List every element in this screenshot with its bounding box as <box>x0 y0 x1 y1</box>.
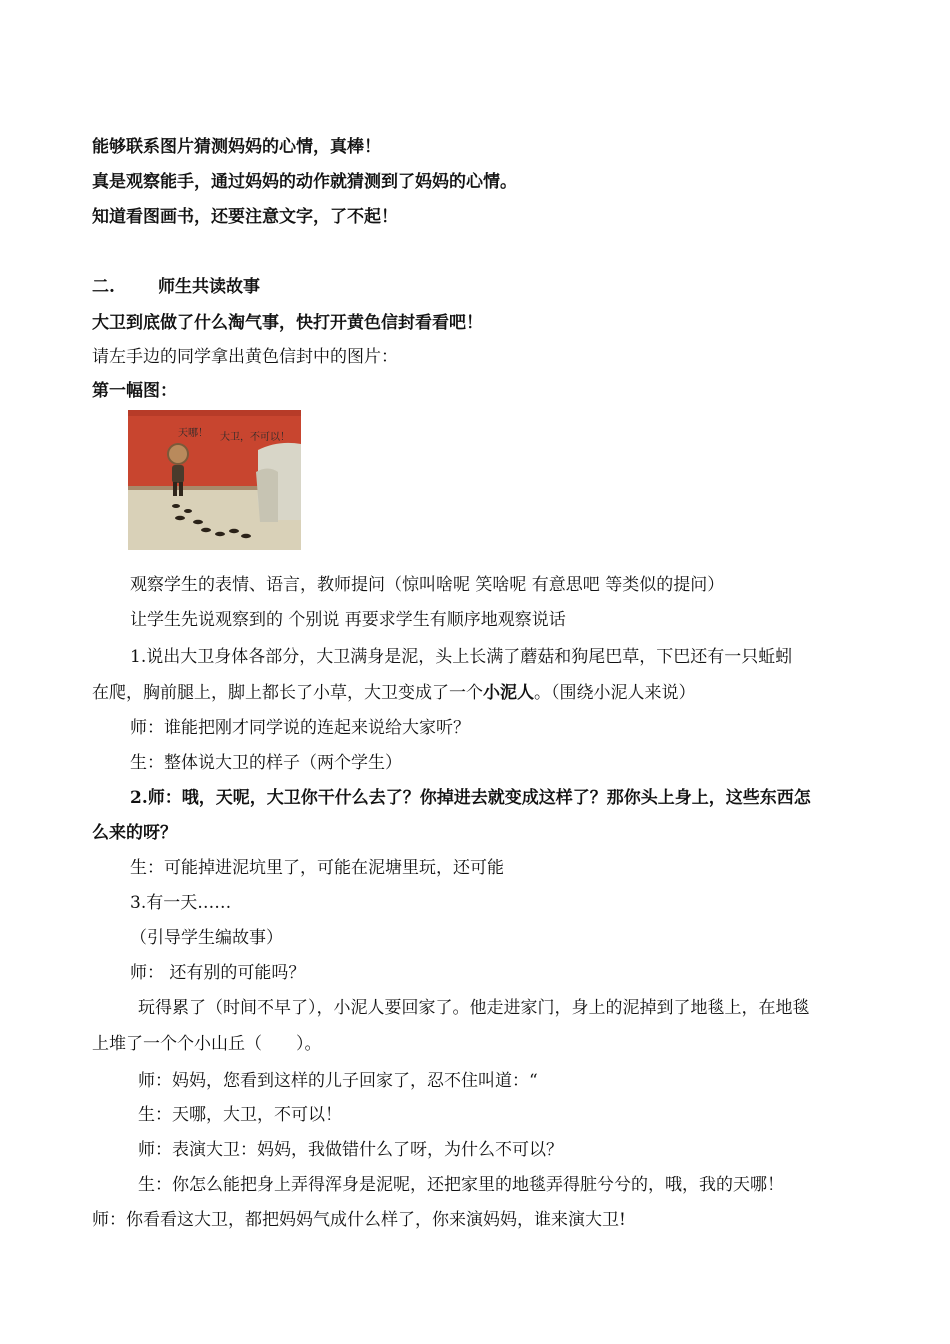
item2-line-1: 2.师：哦，天呢，大卫你干什么去了？你掉进去就变成这样了？那你头上身上，这些东西怎 <box>130 788 811 808</box>
observe-line-1: 观察学生的表情、语言，教师提问（惊叫啥呢 笑啥呢 有意思吧 等类似的提问） <box>130 575 725 595</box>
praise-line-2: 真是观察能手，通过妈妈的动作就猜测到了妈妈的心情。 <box>92 172 517 192</box>
teacher-line-2: 师： 还有别的可能吗？ <box>130 963 306 983</box>
section-title: 师生共读故事 <box>158 277 260 297</box>
teacher-line-5: 师：你看看这大卫，都把妈妈气成什么样了，你来演妈妈，谁来演大卫! <box>92 1210 626 1230</box>
figure-text-right: 大卫，不可以！ <box>220 432 290 443</box>
section-number: 二. <box>92 277 115 297</box>
intro-bold: 大卫到底做了什么淘气事，快打开黄色信封看看吧！ <box>92 313 483 333</box>
teacher-line-1: 师：谁能把刚才同学说的连起来说给大家听？ <box>130 718 470 738</box>
teacher-line-4: 师：表演大卫：妈妈，我做错什么了呀，为什么不可以？ <box>138 1140 563 1160</box>
item3-line: 3.有一天…… <box>130 893 232 913</box>
keyword-mud-boy: 小泥人 <box>483 683 534 703</box>
section-heading <box>92 276 260 298</box>
item1-line-2-part-a: 在爬，胸前腿上，脚上都长了小草，大卫变成了一个 <box>92 683 483 703</box>
story-illustration <box>128 410 301 550</box>
story-line-1: 玩得累了（时间不早了），小泥人要回家了。他走进家门，身上的泥掉到了地毯上，在地毯 <box>138 998 810 1018</box>
observe-line-2: 让学生先说观察到的 个别说 再要求学生有顺序地观察说话 <box>130 610 566 630</box>
item1-line-2 <box>92 682 696 704</box>
story-line-2: 上堆了一个个小山丘（ ）。 <box>92 1034 322 1054</box>
student-line-2: 生：可能掉进泥坑里了，可能在泥塘里玩，还可能 <box>130 858 504 878</box>
student-line-3: 生：天哪，大卫，不可以！ <box>138 1105 342 1125</box>
student-line-1: 生：整体说大卫的样子（两个学生） <box>130 753 402 773</box>
figure-text-left: 天哪！ <box>178 428 208 439</box>
instruction-line: 请左手边的同学拿出黄色信封中的图片： <box>92 347 398 367</box>
item1-line-1: 1.说出大卫身体各部分，大卫满身是泥，头上长满了蘑菇和狗尾巴草，下巴还有一只蚯蚓 <box>130 647 793 667</box>
guide-line: （引导学生编故事） <box>130 928 283 948</box>
student-line-4: 生：你怎么能把身上弄得浑身是泥呢，还把家里的地毯弄得脏兮兮的，哦，我的天哪！ <box>138 1175 784 1195</box>
item2-line-2: 么来的呀？ <box>92 823 177 843</box>
praise-line-3: 知道看图画书，还要注意文字，了不起！ <box>92 207 398 227</box>
item1-line-2-part-c: 。（围绕小泥人来说） <box>534 683 696 703</box>
teacher-line-3: 师：妈妈，您看到这样的儿子回家了，忍不住叫道：“ <box>138 1071 538 1091</box>
figure-label: 第一幅图： <box>92 381 177 401</box>
praise-line-1: 能够联系图片猜测妈妈的心情，真棒！ <box>92 137 381 157</box>
